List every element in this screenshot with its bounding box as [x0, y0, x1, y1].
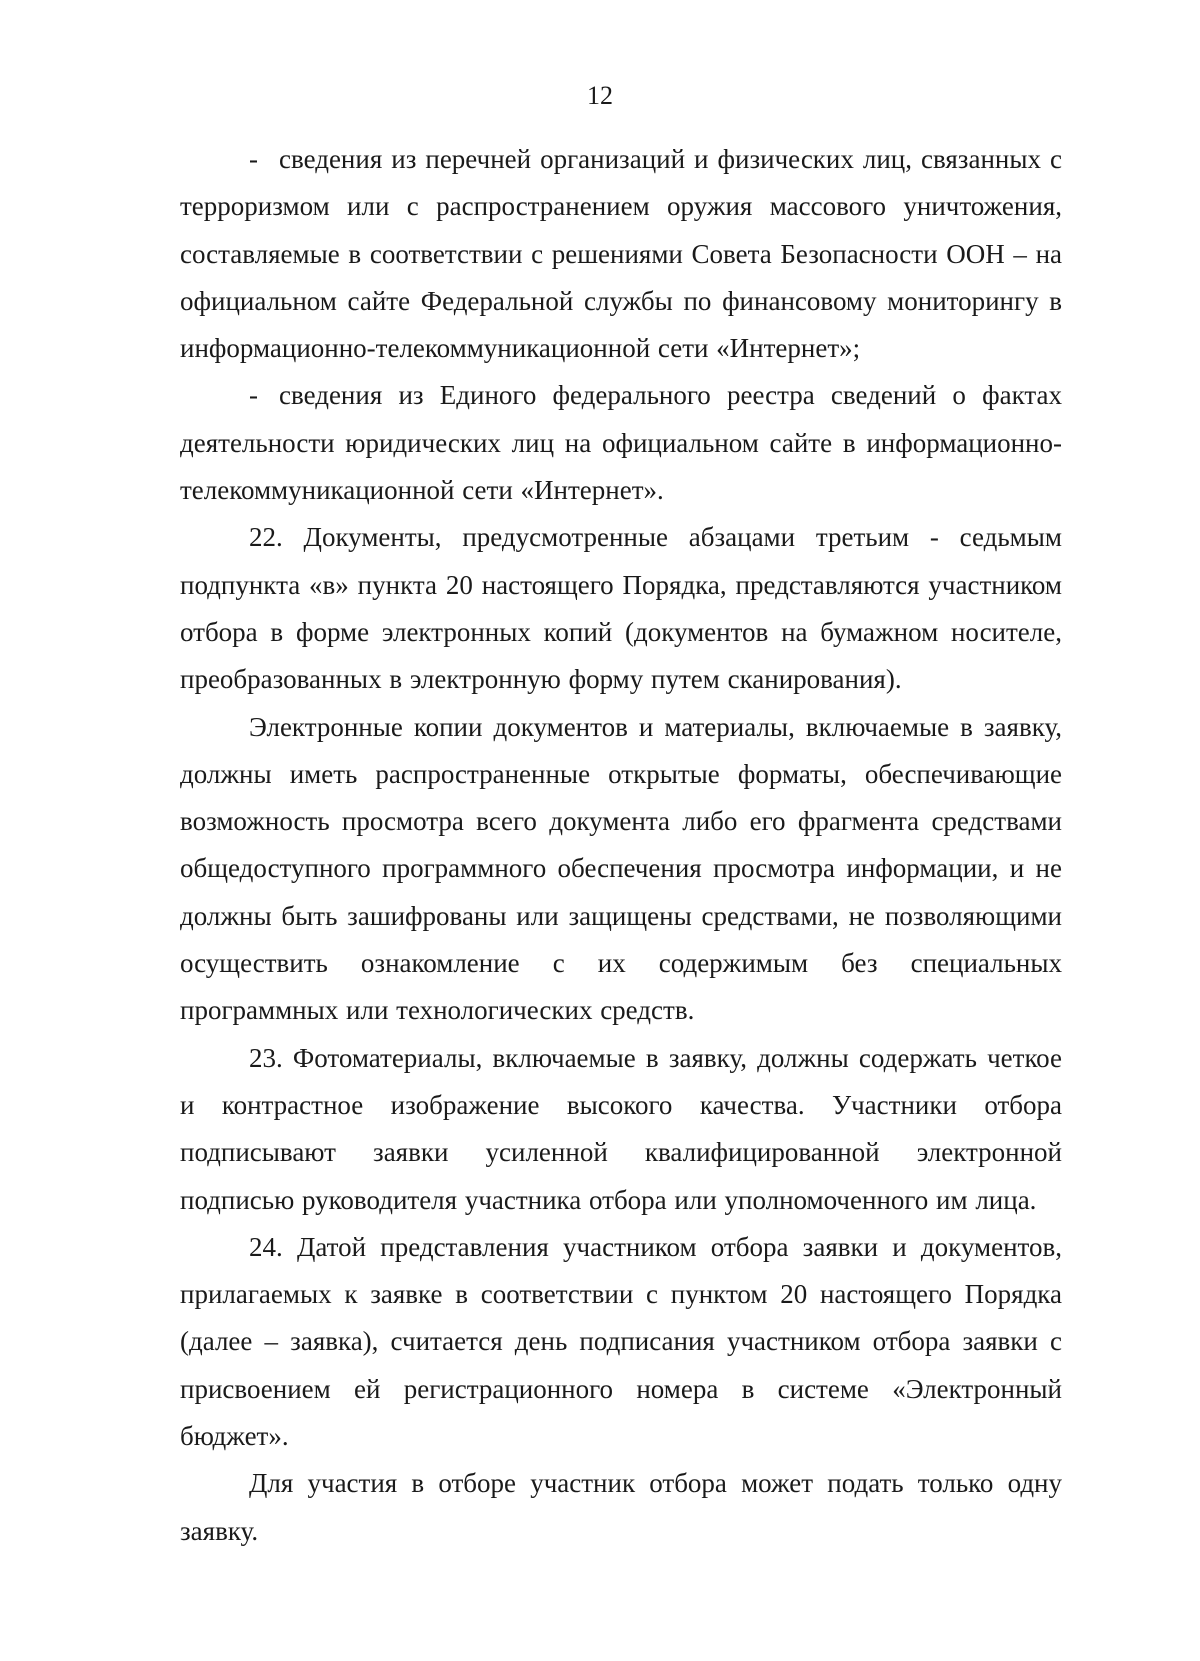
- list-dash-marker: -: [249, 380, 258, 411]
- paragraph-text: сведения из перечней организаций и физических лиц, связанных с терроризмом или с распространением оружия массового уничтожения, составляемые в соответствии с решениями Совета Безопасности ООН – на официальном сайте Федеральной службы по финансовому мониторингу в информационно-телекоммуникационной сети «Интернет»;: [180, 144, 1062, 364]
- paragraph-clause-22: 22. Документы, предусмотренные абзацами третьим - седьмым подпункта «в» пункта 20 настоящего Порядка, представляются участником отбора в форме электронных копий (документов на бумажном носителе, преобразованных в электронную форму путем сканирования).: [180, 522, 1062, 695]
- paragraph-list-item-2: [180, 372, 1062, 514]
- paragraph-clause-23: 23. Фотоматериалы, включаемые в заявку, должны содержать четкое и контрастное изображение высокого качества. Участники отбора подписывают заявки усиленной квалифицированной электронной подписью руководителя участника отбора или уполномоченного им лица.: [180, 1042, 1062, 1215]
- paragraph-single-application: Для участия в отборе участник отбора может подать только одну заявку.: [180, 1468, 1062, 1546]
- paragraph-text: сведения из Единого федерального реестра сведений о фактах деятельности юридических лиц на официальном сайте в информационно-телекоммуникационной сети «Интернет».: [180, 380, 1062, 506]
- paragraph-clause-24: 24. Датой представления участником отбора заявки и документов, прилагаемых к заявке в соответствии с пунктом 20 настоящего Порядка (далее – заявка), считается день подписания участником отбора заявки с присвоением ей регистрационного номера в системе «Электронный бюджет».: [180, 1231, 1062, 1452]
- list-dash-marker: -: [249, 144, 258, 174]
- paragraph-list-item-1: [180, 136, 1062, 372]
- paragraph-electronic-copies: Электронные копии документов и материалы, включаемые в заявку, должны иметь распространенные открытые форматы, обеспечивающие возможность просмотра всего документа либо его фрагмента средствами общедоступного программного обеспечения просмотра информации, и не должны быть зашифрованы или защищены средствами, не позволяющими осуществить ознакомление с их содержимым без специальных программных или технологических средств.: [180, 711, 1062, 1026]
- document-body: [180, 136, 1062, 1555]
- page-number: 12: [587, 81, 613, 110]
